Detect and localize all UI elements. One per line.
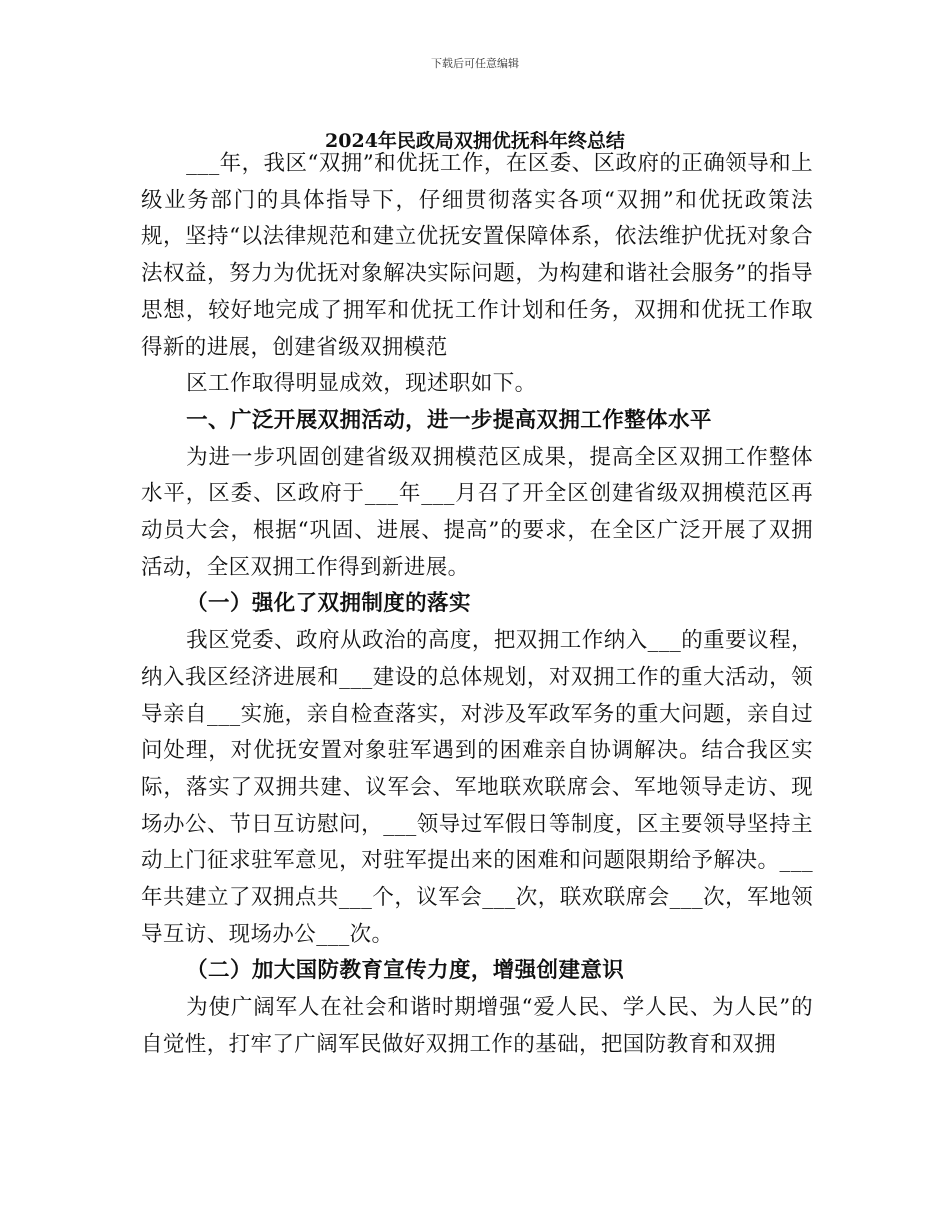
subsection-2-paragraph: 为使广阔军人在社会和谐时期增强“爱人民、学人民、为人民”的自觉性，打牢了广阔军民做好双拥工作的基础，把国防教育和双拥 [141, 995, 813, 1057]
intro-paragraph-continued: 区工作取得明显成效，现述职如下。 [186, 371, 537, 397]
subsection-heading-2: （二）加大国防教育宣传力度，增强创建意识 [186, 958, 625, 984]
section-heading-1: 一、广泛开展双拥活动，进一步提高双拥工作整体水平 [186, 407, 712, 433]
subsection-1-paragraph: 我区党委、政府从政治的高度，把双拥工作纳入___的重要议程，纳入我区经济进展和___建设的总体规划，对双拥工作的重大活动，领导亲自___实施，亲自检查落实，对涉及军政军务的重大问题，亲自过问处理，对优抚安置对象驻军遇到的困难亲自协调解决。结合我区实际，落实了双拥共建、议军会、军地联欢联席会、军地领导走访、现场办公、节日互访慰问，___领导过军假日等制度，区主要领导坚持主动上门征求驻军意见，对驻军提出来的困难和问题限期给予解决。___年共建立了双拥点共___个，议军会___次，联欢联席会___次，军地领导互访、现场办公___次。 [141, 628, 813, 947]
intro-paragraph: ___年，我区“双拥”和优抚工作，在区委、区政府的正确领导和上级业务部门的具体指导下，仔细贯彻落实各项“双拥”和优抚政策法规，坚持“以法律规范和建立优抚安置保障体系，依法维护优抚对象合法权益，努力为优抚对象解决实际问题，为构建和谐社会服务”的指导思想，较好地完成了拥军和优抚工作计划和任务，双拥和优抚工作取得新的进展，创建省级双拥模范 [141, 151, 813, 360]
subsection-heading-1: （一）强化了双拥制度的落实 [186, 591, 471, 617]
section-1-paragraph: 为进一步巩固创建省级双拥模范区成果，提高全区双拥工作整体水平，区委、区政府于___年___月召了开全区创建省级双拥模范区再动员大会，根据“巩固、进展、提高”的要求，在全区广泛开展了双拥活动，全区双拥工作得到新进展。 [141, 444, 813, 580]
document-title: 2024年民政局双拥优抚科年终总结 [325, 130, 625, 152]
document-body [141, 146, 813, 1064]
page-header-note: 下载后可任意编辑 [431, 57, 519, 70]
